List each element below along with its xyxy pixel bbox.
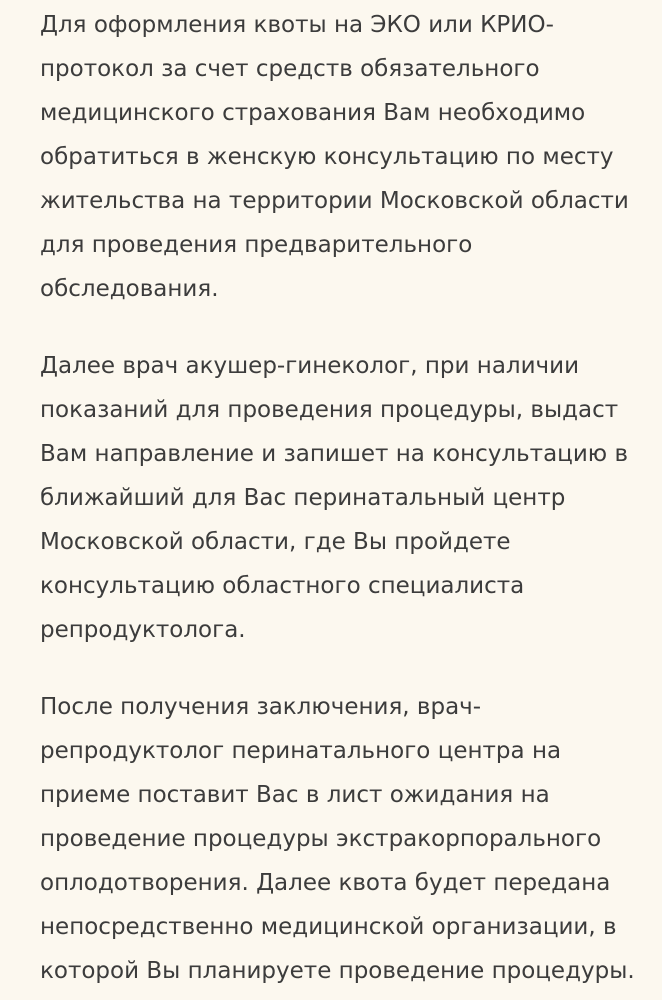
- text-line: Для оформления квоты на ЭКО или КРИО-: [40, 12, 554, 38]
- text-line: медицинского страхования Вам необходимо: [40, 100, 586, 126]
- text-line: Далее врач акушер-гинеколог, при наличии: [40, 353, 580, 379]
- text-line: оплодотворения. Далее квота будет передана: [40, 870, 611, 896]
- text-line: непосредственно медицинской организации, в: [40, 914, 617, 940]
- text-line: обследования.: [40, 276, 219, 302]
- text-line: проведение процедуры экстракорпорального: [40, 826, 602, 852]
- text-line: протокол за счет средств обязательного: [40, 56, 540, 82]
- text-line: репродуктолога.: [40, 617, 246, 643]
- text-line: для проведения предварительного: [40, 232, 473, 258]
- text-line: репродуктолог перинатального центра на: [40, 738, 562, 764]
- text-line: обратиться в женскую консультацию по месту: [40, 144, 614, 170]
- text-line: После получения заключения, врач-: [40, 694, 482, 720]
- text-line: Московской области, где Вы пройдете: [40, 529, 511, 555]
- text-line: показаний для проведения процедуры, выдаст: [40, 397, 619, 423]
- text-line: приеме поставит Вас в лист ожидания на: [40, 782, 550, 808]
- text-line: ближайший для Вас перинатальный центр: [40, 485, 566, 511]
- text-line: жительства на территории Московской области: [40, 188, 629, 214]
- text-line: которой Вы планируете проведение процедуры.: [40, 958, 635, 984]
- text-line: консультацию областного специалиста: [40, 573, 525, 599]
- text-line: Вам направление и запишет на консультацию в: [40, 441, 629, 467]
